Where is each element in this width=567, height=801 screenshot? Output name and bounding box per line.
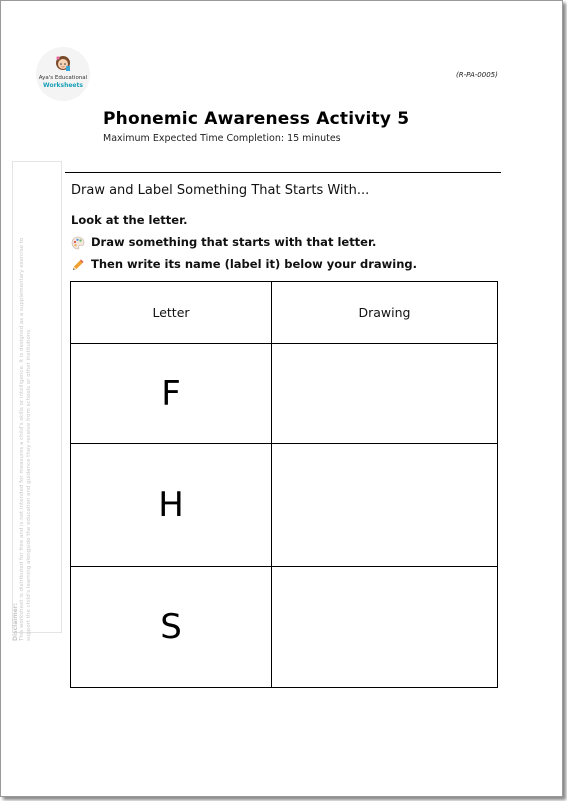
instruction-step-3 bbox=[71, 257, 417, 272]
logo-line-1: Aya's Educational bbox=[38, 75, 88, 81]
disclaimer-text bbox=[12, 171, 33, 641]
page-title: Phonemic Awareness Activity 5 bbox=[103, 109, 410, 129]
instruction-step-1-text: Look at the letter. bbox=[71, 213, 188, 227]
drawing-area[interactable] bbox=[272, 567, 497, 687]
instructions-heading: Draw and Label Something That Starts With... bbox=[71, 183, 370, 198]
letter-drawing-table bbox=[70, 281, 498, 688]
drawing-area[interactable] bbox=[272, 444, 497, 567]
drawing-area[interactable] bbox=[272, 344, 497, 444]
instruction-step-1 bbox=[71, 213, 187, 227]
disclaimer-heading: Disclaimer: bbox=[12, 602, 19, 641]
page-subtitle: Maximum Expected Time Completion: 15 minutes bbox=[103, 133, 341, 144]
header-divider bbox=[65, 172, 501, 173]
table-header-letter: Letter bbox=[71, 282, 272, 344]
disclaimer-line-2: support the child's learning alongside the education and guidance they receive from schools or other institutions. bbox=[26, 328, 32, 641]
letter-cell: F bbox=[71, 344, 272, 444]
instruction-step-3-text: Then write its name (label it) below your drawing. bbox=[91, 257, 417, 271]
letter-cell: S bbox=[71, 567, 272, 687]
worksheet-code: (R-PA-0005) bbox=[456, 71, 498, 79]
girl-mascot-icon bbox=[53, 54, 73, 74]
pencil-icon bbox=[71, 258, 85, 272]
logo-line-2: Worksheets bbox=[43, 82, 83, 89]
disclaimer-line-1: This worksheet is distributed for free and is not intended for measures a child's skills or intelligence. It is designed as a supplementary exercise to bbox=[19, 237, 25, 641]
brand-logo bbox=[36, 47, 90, 101]
table-header-drawing: Drawing bbox=[272, 282, 497, 344]
instruction-step-2 bbox=[71, 235, 376, 250]
palette-icon bbox=[71, 236, 85, 250]
letter-cell: H bbox=[71, 444, 272, 567]
instruction-step-2-text: Draw something that starts with that letter. bbox=[91, 235, 377, 249]
